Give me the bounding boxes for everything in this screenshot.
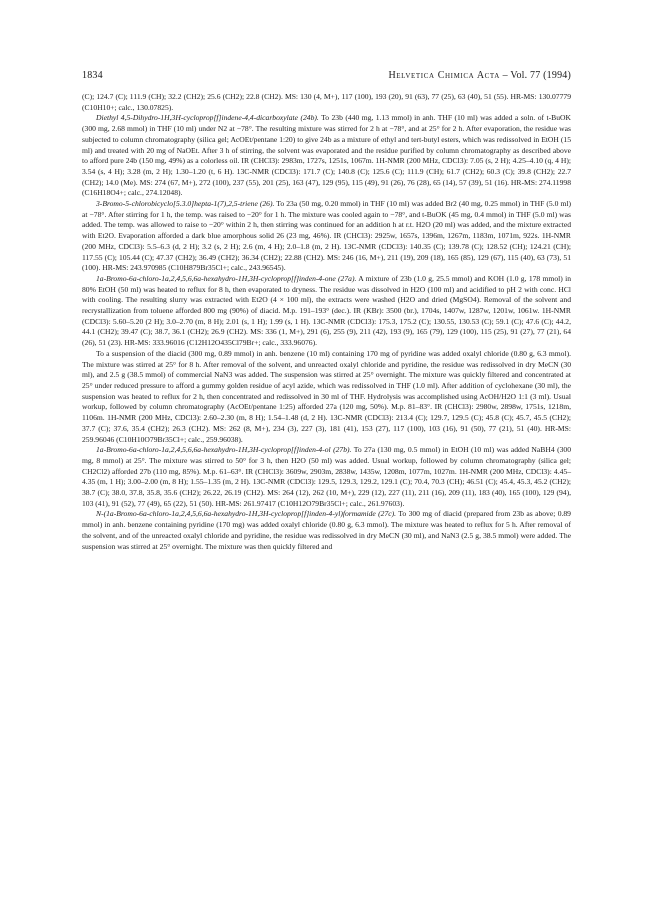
paragraph-text: To a suspension of the diacid (300 mg, 0.89 mmol) in anh. benzene (10 ml) containing 170 mg of pyridine was added oxalyl chloride (0.80 g, 6.3 mmol). The mixture was stirred at 25° for 8 h. After removal of the solvent, and unreacted oxalyl chloride and pyridine, the residue was redissolved in dry MeCN (30 ml), and 2.5 g (38.5 mmol) of commercial NaN3 was added. The suspension was stirred at 25° overnight. The mixture was quickly filtered and concentrated at 25° under reduced pressure to afford a gummy golden residue of acyl azide, which was redissolved in THF (1.0 ml). After addition of cyclohexane (30 ml), the suspension was heated to reflux for 2 h, then concentrated and redissolved in 30 ml of THF. Hydrolysis was accomplished using AcOH/H2O 1:1 (3 ml). Usual workup, followed by column chromatography (AcOEt/pentane 1:25) afforded 27a (120 mg, 50%). M.p. 81–83°. IR (CHCl3): 2980w, 2898w, 1751s, 1218m, 1106m. 1H-NMR (200 MHz, CDCl3): 2.60–2.30 (m, 8 H); 1.54–1.48 (d, 2 H). 13C-NMR (CDCl3): 213.4 (C); 129.7, 129.5 (C); 45.8 (C); 45.7, 45.5 (CH2); 37.7 (C); 37.6, 35.4 (CH2); 26.3 (CH2). MS: 262 (8, M+), 234 (3), 227 (3), 181 (41), 153 (27), 117 (100), 103 (16), 91 (50), 77 (21), 51 (40). HR-MS: 259.96046 (C10H10O79Br35Cl+; calc., 259.96038).	[82, 348, 571, 444]
paragraph	[82, 445, 571, 509]
paragraph-text: To 27a (130 mg, 0.5 mmol) in EtOH (10 ml) was added NaBH4 (300 mg, 8 mmol) at 25°. The mixture was stirred to 50° for 3 h, then H2O (50 ml) was added. Usual workup, followed by column chromatography (silica gel; CH2Cl2) afforded 27b (110 mg, 85%). M.p. 61–63°. IR (CHCl3): 3609w, 2903m, 2838w, 1435w, 1208m, 1077m, 1027m. 1H-NMR (200 MHz, CDCl3): 4.45–4.35 (m, 1 H); 3.00–2.00 (m, 8 H); 1.55–1.35 (m, 2 H). 13C-NMR (CDCl3): 129.5, 129.3, 129.2, 129.1 (C); 70.4, 70.3 (CH); 46.51 (C); 45.4, 45.3, 45.2 (CH2); 38.7 (C); 38.0, 37.8, 35.8, 35.6 (CH2); 26.22, 26.19 (CH2). MS: 264 (12), 262 (10, M+), 229 (12), 227 (11), 211 (16), 209 (11), 183 (40), 165 (100), 129 (94), 103 (41), 91 (52), 77 (49), 65 (22), 51 (50). HR-MS: 261.97417 (C10H12O79Br35Cl+; calc., 261.97603).	[82, 445, 571, 508]
page-number: 1834	[82, 70, 103, 81]
paragraph	[82, 199, 571, 274]
journal-name: Helvetica Chimica Acta	[388, 70, 500, 81]
paragraph-text: To 23b (440 mg, 1.13 mmol) in anh. THF (10 ml) was added a soln. of t-BuOK (300 mg, 2.68 mmol) in THF (10 ml) under N2 at −78°. The resulting mixture was stirred for 2 h at −78°, and at 25° for 2 h. After evaporation, the residue was subjected to column chromatography (silica gel; AcOEt/pentane 1:20) to give 24b as a mixture of ethyl and tert-butyl esters, which was redissolved in EtOH (15 ml) and treated with 20 mg of NaOEt. After 3 h of stirring, the solvent was evaporated and the residue purified by column chromatography as described above to afford pure 24b (150 mg, 49%) as a colorless oil. IR (CHCl3): 2983m, 1727s, 1251s, 1067m. 1H-NMR (200 MHz, CDCl3): 7.05 (s, 2 H); 4.25–4.10 (q, 4 H); 3.54 (s, 4 H); 3.28 (m, 2 H); 1.30–1.20 (t, 6 H). 13C-NMR (CDCl3): 171.7 (C); 140.8 (C); 125.6 (C); 111.9 (CH); 61.7 (CH2); 60.3 (C); 39.8 (CH2); 22.7 (CH2); 14.0 (Me). MS: 274 (67, M+), 272 (100), 237 (55), 201 (25), 163 (47), 129 (95), 115 (49), 91 (26), 76 (28), 65 (14), 57 (39), 51 (16). HR-MS: 274.11998 (C16H18O4+; calc., 274.12048).	[82, 113, 571, 198]
paragraph-title: Diethyl 4,5-Dihydro-1H,3H-cycloprop[f]indene-4,4-dicarboxylate (24b).	[96, 113, 319, 123]
journal-title	[388, 70, 571, 81]
paragraph-text: A mixture of 23b (1.0 g, 25.5 mmol) and KOH (1.0 g, 178 mmol) in 80% EtOH (50 ml) was heated to reflux for 8 h, then evaporated to dryness. The residue was dissolved in H2O (100 ml) and acidified to pH 2 with conc. HCl with cooling. The resulting slurry was extracted with Et2O (4 × 100 ml), the extracts were washed (H2O and dried (MgSO4). Removal of the solvent and recrystallization from toluene afforded 800 mg (90%) of diacid. M.p. 191–193° (dec.). IR (KBr): 3500 (br.), 1704s, 1407w, 1287w, 1201w, 1061w. 1H-NMR (CDCl3): 5.60–5.20 (2 H); 3.0–2.70 (m, 8 H); 2.01 (s, 1 H); 1.99 (s, 1 H). 13C-NMR (CDCl3): 175.3, 175.2 (C); 130.55, 130.53 (C); 59.1 (C); 47.6 (C); 44.2, 44.1 (CH2); 39.47 (C); 38.7, 36.1 (CH2); 26.9 (CH2). MS: 336 (1, M+), 291 (6), 255 (9), 211 (42), 193 (9), 165 (79), 129 (100), 115 (25), 91 (27), 77 (21), 64 (26), 51 (23). HR-MS: 333.96016 (C12H12O435Cl79Br+; calc., 333.96076).	[82, 273, 571, 348]
paragraph	[82, 113, 571, 199]
paragraph-text: (C); 124.7 (C); 111.9 (CH); 32.2 (CH2); 25.6 (CH2); 22.8 (CH2). MS: 130 (4, M+), 117 (100), 193 (20), 91 (63), 77 (25), 63 (40), 51 (55). HR-MS: 130.07779 (C10H10+; calc., 130.07825).	[82, 92, 571, 112]
article-body	[82, 92, 571, 552]
paragraph-title: N-(1a-Bromo-6a-chloro-1a,2,4,5,6,6a-hexahydro-1H,3H-cycloprop[f]inden-4-yl)formamide (27c).	[96, 509, 397, 519]
paragraph	[82, 509, 571, 552]
paragraph-title: 1a-Bromo-6a-chloro-1a,2,4,5,6,6a-hexahydro-1H,3H-cycloprop[f]inden-4-one (27a).	[96, 273, 357, 283]
paragraph-title: 1a-Bromo-6a-chloro-1a,2,4,5,6,6a-hexahydro-1H,3H-cycloprop[f]inden-4-ol (27b).	[96, 445, 352, 455]
paragraph-title: 3-Bromo-5-chlorobicyclo[5.3.0]hepta-1(7),2,5-triene (26).	[96, 199, 275, 209]
paragraph-text: To 300 mg of diacid (prepared from 23b as above; 0.89 mmol) in anh. benzene containing pyridine (170 mg) was added oxalyl chloride (0.80 g, 6.3 mmol). The mixture was heated to reflux for 5 h. After removal of the solvent, and of the unreacted oxalyl chloride and pyridine, the residue was redissolved in dry MeCN (30 ml), and NaN3 (2.5 g, 38.5 mmol) were added. The suspension was stirred at 25° overnight. The mixture was then quickly filtered and	[82, 509, 571, 551]
journal-volume: – Vol. 77 (1994)	[502, 70, 571, 81]
paragraph	[82, 349, 571, 445]
paragraph	[82, 274, 571, 349]
paragraph-text: To 23a (50 mg, 0.20 mmol) in THF (10 ml) was added Br2 (40 mg, 0.25 mmol) in THF (5.0 ml) at −78°. After stirring for 1 h, the temp. was raised to −20° for 1 h. The mixture was cooled again to −78°, and t-BuOK (45 mg, 0.4 mmol) in THF (5.0 ml) was added. The temp. was allowed to raise to −20° within 2 h, then stirring was continued for an addition h at r.t. H2O (20 ml) was added, and the mixture extracted with Et2O. Evaporation afforded a dark blue amorphous solid 26 (23 mg, 46%). IR (CHCl3): 2925w, 1657s, 1396m, 1267m, 1183m, 1071m, 922s. 1H-NMR (200 MHz, CDCl3): 5.5–6.3 (d, 2 H); 3.2 (s, 2 H); 2.6 (m, 4 H); 2.0–1.8 (m, 2 H). 13C-NMR (CDCl3): 140.35 (C); 139.78 (C); 128.52 (CH); 124.21 (CH); 117.55 (C); 105.44 (C); 47.37 (CH2); 36.49 (CH2); 36.34 (CH2); 22.88 (CH2). MS: 246 (16, M+), 211 (19), 209 (18), 165 (85), 129 (67), 115 (40), 63 (73), 51 (100). HR-MS: 243.970985 (C10H879Br35Cl+; calc., 243.96545).	[82, 199, 571, 273]
running-header	[82, 70, 571, 81]
paragraph	[82, 92, 571, 113]
